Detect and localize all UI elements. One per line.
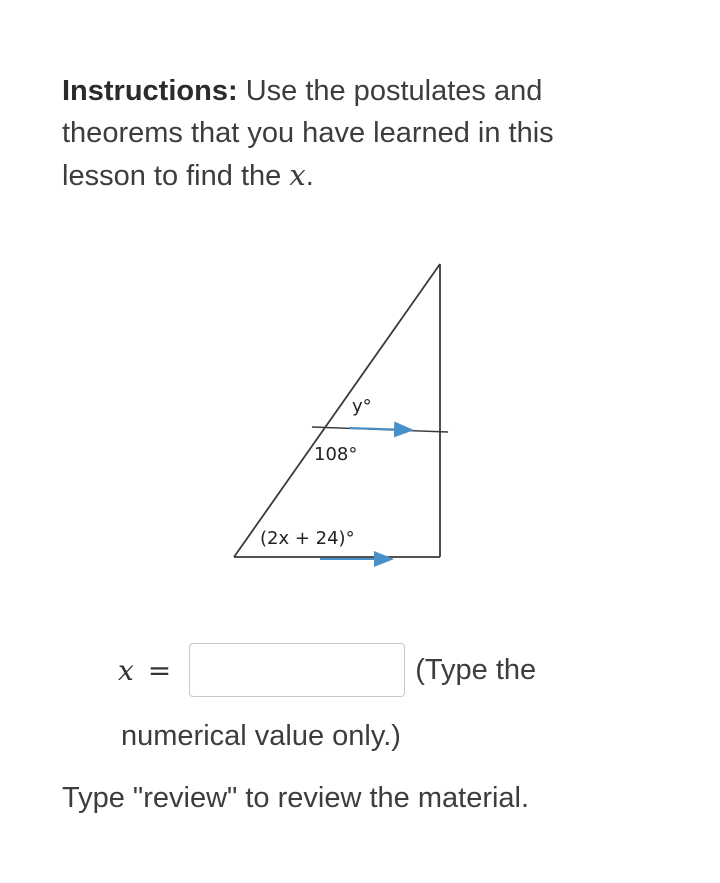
upper-arrow <box>350 428 412 430</box>
answer-equals: = <box>147 653 172 687</box>
instructions-text-1: Use the postulates and <box>245 75 543 107</box>
triangle-hypotenuse <box>234 264 440 557</box>
answer-variable: x <box>118 653 134 687</box>
instructions-text-2: theorems that you have learned in this <box>62 117 554 149</box>
instructions-variable: x <box>289 158 306 192</box>
triangle-diagram <box>200 250 460 580</box>
angle-2x-label: (2x + 24)° <box>260 528 355 549</box>
answer-hint-1: (Type the <box>415 653 537 686</box>
instructions-period: . <box>305 160 314 192</box>
angle-108-label: 108° <box>314 444 358 465</box>
instructions-text-3: lesson to find the <box>62 160 282 192</box>
answer-hint-2: numerical value only.) <box>121 720 401 752</box>
instructions-block <box>62 70 662 197</box>
angle-y-label: y° <box>352 396 372 417</box>
answer-row <box>118 641 536 699</box>
review-instruction: Type "review" to review the material. <box>62 782 530 814</box>
instructions-label: Instructions: <box>62 75 238 107</box>
answer-input[interactable] <box>189 643 405 697</box>
